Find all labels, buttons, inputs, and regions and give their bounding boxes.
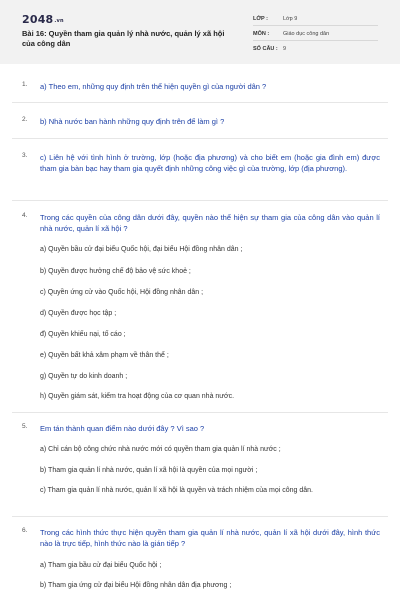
- site-logo[interactable]: [22, 13, 64, 26]
- answer-option: b) Tham gia ứng cử đại biểu Hội đồng nhân dân địa phương ;: [40, 582, 232, 589]
- meta-subject-value: Giáo dục công dân: [283, 31, 330, 37]
- lesson-title: Bài 16: Quyền tham gia quản lý nhà nước, quản lý xã hội của công dân: [22, 29, 225, 48]
- meta-count-label: SỐ CÂU :: [253, 46, 278, 52]
- logo-suffix: .vn: [54, 18, 64, 24]
- meta-count-value: 9: [283, 46, 287, 52]
- answer-option: h) Quyền giám sát, kiểm tra hoạt động của cơ quan nhà nước.: [40, 393, 235, 400]
- answer-option: e) Quyền bất khả xâm phạm về thân thể ;: [40, 352, 169, 359]
- question-number: 2.: [22, 116, 28, 123]
- question-number: 3.: [22, 152, 28, 159]
- answer-option: g) Quyền tự do kinh doanh ;: [40, 373, 128, 380]
- answer-option: c) Tham gia quản lí nhà nước, quản lí xã hội là quyền và trách nhiệm của mọi công dân.: [40, 487, 313, 494]
- meta-divider: [253, 25, 378, 26]
- meta-class-label: LỚP :: [253, 16, 268, 22]
- answer-option: đ) Quyền khiếu nại, tố cáo ;: [40, 331, 126, 338]
- question-text: Trong các hình thức thực hiện quyền tham gia quản lí nhà nước, quản lí xã hội dưới đây, hình thức nào là trực tiếp, hình thức nào là gián tiếp ?: [40, 528, 380, 548]
- question-text: Em tán thành quan điểm nào dưới đây ? Vì sao ?: [40, 424, 205, 433]
- question-divider: [12, 102, 388, 103]
- answer-option: b) Quyền được hưởng chế độ bảo vệ sức khoẻ ;: [40, 268, 191, 275]
- answer-option: a) Quyền bầu cử đại biểu Quốc hội, đại biểu Hội đồng nhân dân ;: [40, 246, 243, 253]
- question-text: Trong các quyền của công dân dưới đây, quyền nào thể hiện sự tham gia của công dân vào quản lí nhà nước, quản lí xã hội ?: [40, 213, 380, 233]
- answer-option: a) Tham gia bầu cử đại biểu Quốc hội ;: [40, 562, 162, 569]
- answer-option: c) Quyền ứng cử vào Quốc hội, Hội đồng nhân dân ;: [40, 289, 204, 296]
- question-text: c) Liên hệ với tình hình ở trường, lớp (hoặc địa phương) và cho biết em (hoặc gia đình em) được tham gia bàn bạc hay tham gia quyết định những công việc gì của trường, lớp (địa phương).: [40, 153, 380, 173]
- answer-option: a) Chỉ cán bộ công chức nhà nước mới có quyền tham gia quản lí nhà nước ;: [40, 446, 281, 453]
- question-number: 4.: [22, 212, 28, 219]
- question-divider: [12, 412, 388, 413]
- question-divider: [12, 516, 388, 517]
- answer-option: b) Tham gia quản lí nhà nước, quản lí xã hội là quyền của mọi người ;: [40, 467, 258, 474]
- question-text: b) Nhà nước ban hành những quy định trên để làm gì ?: [40, 117, 225, 126]
- meta-class-value: Lớp 9: [283, 16, 298, 22]
- answer-option: d) Quyền được học tập ;: [40, 310, 117, 317]
- logo-text: 2048: [22, 13, 54, 26]
- question-divider: [12, 138, 388, 139]
- question-number: 5.: [22, 423, 28, 430]
- question-text: a) Theo em, những quy định trên thể hiện quyền gì của người dân ?: [40, 82, 267, 91]
- meta-divider: [253, 40, 378, 41]
- worksheet-header: [0, 0, 400, 64]
- question-number: 1.: [22, 81, 28, 88]
- question-divider: [12, 200, 388, 201]
- question-number: 6.: [22, 527, 28, 534]
- meta-subject-label: MÔN :: [253, 31, 270, 37]
